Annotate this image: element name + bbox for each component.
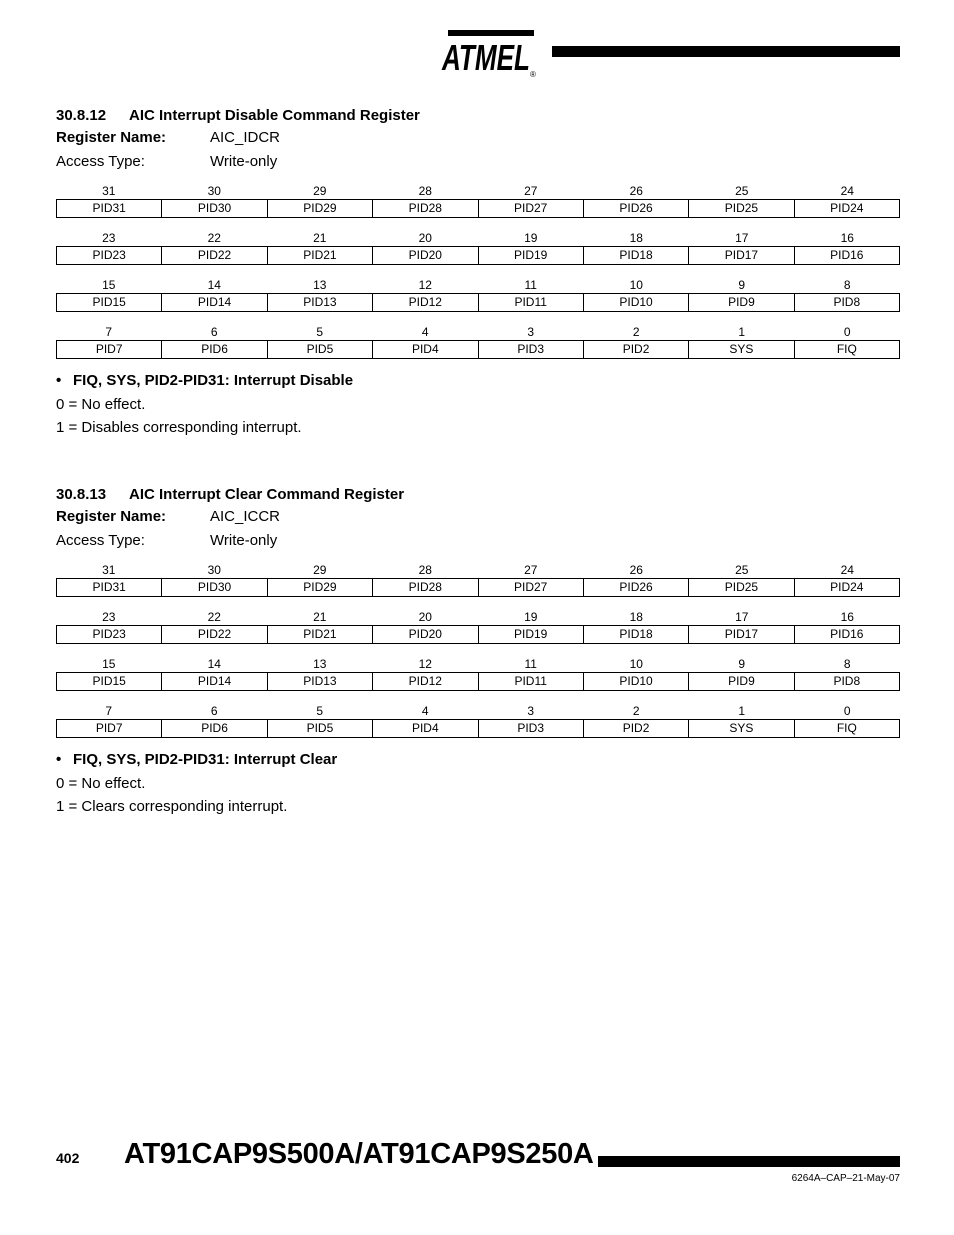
bit-number-row bbox=[56, 324, 900, 340]
bit-field-cell: PID25 bbox=[688, 200, 793, 217]
bit-number: 9 bbox=[738, 278, 746, 292]
bit-field-cell: PID30 bbox=[161, 579, 266, 596]
bit-number: 27 bbox=[524, 184, 538, 198]
register-byte-row bbox=[56, 183, 900, 218]
bit-number: 0 bbox=[843, 704, 851, 718]
bit-field-cell: PID29 bbox=[267, 579, 372, 596]
bit-number: 18 bbox=[629, 231, 643, 245]
access-type-row bbox=[56, 529, 900, 553]
bit-field-cell: PID27 bbox=[478, 200, 583, 217]
access-type-label: Access Type: bbox=[56, 532, 145, 549]
bit-field-cell: PID21 bbox=[267, 247, 372, 264]
bit-field-cell: PID3 bbox=[478, 341, 583, 358]
bit-number: 8 bbox=[843, 278, 851, 292]
bit-field-cell: PID9 bbox=[688, 294, 793, 311]
bit-field-cell: PID8 bbox=[794, 294, 899, 311]
register-byte-row bbox=[56, 277, 900, 312]
bit-field-cell: PID22 bbox=[161, 626, 266, 643]
description-line: 0 = No effect. bbox=[56, 775, 146, 792]
register-byte-row bbox=[56, 562, 900, 597]
bit-field-row bbox=[56, 246, 900, 265]
bit-number: 1 bbox=[738, 325, 746, 339]
bit-field-cell: PID14 bbox=[161, 294, 266, 311]
bit-field-cell: SYS bbox=[688, 720, 793, 737]
bit-field-cell: PID6 bbox=[161, 720, 266, 737]
bit-number: 31 bbox=[102, 184, 116, 198]
bit-field-cell: PID5 bbox=[267, 720, 372, 737]
bit-field-row bbox=[56, 719, 900, 738]
bit-number: 4 bbox=[421, 704, 429, 718]
bit-field-cell: PID26 bbox=[583, 200, 688, 217]
bit-number: 17 bbox=[735, 610, 749, 624]
bit-number: 5 bbox=[316, 325, 324, 339]
bit-field-row bbox=[56, 672, 900, 691]
bit-field-row bbox=[56, 199, 900, 218]
bit-number: 18 bbox=[629, 610, 643, 624]
register-name-row bbox=[56, 126, 900, 150]
description-line: 0 = No effect. bbox=[56, 396, 146, 413]
bit-field-cell: SYS bbox=[688, 341, 793, 358]
bit-field-cell: PID26 bbox=[583, 579, 688, 596]
bit-number: 12 bbox=[418, 278, 432, 292]
bit-number: 19 bbox=[524, 610, 538, 624]
bit-number: 12 bbox=[418, 657, 432, 671]
bit-field-cell: PID20 bbox=[372, 626, 477, 643]
bit-field-cell: PID20 bbox=[372, 247, 477, 264]
bit-field-cell: PID28 bbox=[372, 579, 477, 596]
bit-number: 6 bbox=[210, 325, 218, 339]
register-byte-row bbox=[56, 230, 900, 265]
register-bit-table bbox=[56, 562, 900, 738]
bit-number: 8 bbox=[843, 657, 851, 671]
bit-field-cell: PID31 bbox=[92, 580, 126, 594]
bit-number: 24 bbox=[840, 184, 854, 198]
bit-number: 25 bbox=[735, 184, 749, 198]
bit-field-cell: PID15 bbox=[92, 295, 126, 309]
bit-field-cell: PID24 bbox=[794, 200, 899, 217]
section-number: 30.8.12 bbox=[56, 107, 107, 124]
bit-number: 19 bbox=[524, 231, 538, 245]
bit-field-cell: PID9 bbox=[688, 673, 793, 690]
bit-field-cell: PID27 bbox=[478, 579, 583, 596]
bit-number: 11 bbox=[524, 278, 537, 292]
header-rule bbox=[552, 46, 900, 57]
field-description-heading bbox=[56, 748, 900, 772]
section-heading: AIC Interrupt Clear Command Register bbox=[129, 486, 405, 503]
access-type-label: Access Type: bbox=[56, 153, 145, 170]
bit-field-cell: PID19 bbox=[478, 247, 583, 264]
bit-field-row bbox=[56, 578, 900, 597]
bit-field-cell: FIQ bbox=[794, 720, 899, 737]
bit-number-row bbox=[56, 562, 900, 578]
bit-field-cell: PID15 bbox=[92, 674, 126, 688]
register-name-value: AIC_IDCR bbox=[210, 129, 281, 146]
bit-field-cell: PID5 bbox=[267, 341, 372, 358]
bit-number-row bbox=[56, 277, 900, 293]
bit-field-cell: PID8 bbox=[794, 673, 899, 690]
section-number: 30.8.13 bbox=[56, 486, 107, 503]
bit-number: 30 bbox=[207, 184, 221, 198]
bit-field-cell: PID30 bbox=[161, 200, 266, 217]
bit-field-cell: PID16 bbox=[794, 626, 899, 643]
access-type-value: Write-only bbox=[210, 153, 278, 170]
bit-number: 25 bbox=[735, 563, 749, 577]
bit-number: 20 bbox=[418, 610, 432, 624]
bit-number: 3 bbox=[527, 325, 535, 339]
bit-field-cell: PID11 bbox=[478, 294, 583, 311]
bit-number: 17 bbox=[735, 231, 749, 245]
section-title bbox=[56, 485, 900, 505]
access-type-row bbox=[56, 150, 900, 174]
document-code: 6264A–CAP–21-May-07 bbox=[791, 1173, 900, 1184]
bullet-icon: • bbox=[56, 751, 62, 768]
bit-number: 30 bbox=[207, 563, 221, 577]
section-title bbox=[56, 106, 900, 126]
bit-field-cell: PID23 bbox=[92, 627, 126, 641]
bit-field-cell: PID21 bbox=[267, 626, 372, 643]
bit-number: 11 bbox=[524, 657, 537, 671]
bit-field-cell: PID6 bbox=[161, 341, 266, 358]
atmel-logo bbox=[438, 26, 540, 78]
bit-field-cell: PID13 bbox=[267, 673, 372, 690]
bit-field-cell: PID31 bbox=[92, 201, 126, 215]
footer-rule bbox=[598, 1156, 900, 1167]
bit-number: 31 bbox=[102, 563, 116, 577]
register-byte-row bbox=[56, 656, 900, 691]
document-title: AT91CAP9S500A/AT91CAP9S250A bbox=[124, 1138, 594, 1170]
bit-number: 2 bbox=[632, 325, 640, 339]
bit-field-cell: PID18 bbox=[583, 247, 688, 264]
bit-number: 28 bbox=[418, 563, 432, 577]
bullet-icon: • bbox=[56, 372, 62, 389]
bit-field-cell: PID19 bbox=[478, 626, 583, 643]
bit-field-cell: PID13 bbox=[267, 294, 372, 311]
bit-field-row bbox=[56, 625, 900, 644]
page-number: 402 bbox=[56, 1150, 80, 1166]
bit-number: 29 bbox=[313, 563, 327, 577]
bit-field-cell: PID28 bbox=[372, 200, 477, 217]
bit-field-cell: PID7 bbox=[95, 342, 123, 356]
description-line: 1 = Disables corresponding interrupt. bbox=[56, 419, 302, 436]
bit-number: 4 bbox=[421, 325, 429, 339]
bit-field-cell: PID25 bbox=[688, 579, 793, 596]
bit-number: 7 bbox=[105, 704, 113, 718]
bit-field-cell: PID23 bbox=[92, 248, 126, 262]
bit-number: 23 bbox=[102, 231, 116, 245]
bit-number: 24 bbox=[840, 563, 854, 577]
bit-number: 15 bbox=[102, 278, 116, 292]
register-name-label: Register Name: bbox=[56, 129, 167, 146]
bit-field-cell: PID10 bbox=[583, 673, 688, 690]
bit-number: 3 bbox=[527, 704, 535, 718]
bit-number: 10 bbox=[629, 278, 643, 292]
bit-number-row bbox=[56, 656, 900, 672]
field-description-heading bbox=[56, 369, 900, 393]
bit-number: 28 bbox=[418, 184, 432, 198]
section-aic-iccr bbox=[56, 485, 900, 818]
section-aic-idcr bbox=[56, 106, 900, 439]
bit-number: 7 bbox=[105, 325, 113, 339]
bit-field-cell: PID16 bbox=[794, 247, 899, 264]
bit-number: 15 bbox=[102, 657, 116, 671]
bit-number: 22 bbox=[207, 610, 221, 624]
bit-field-cell: PID14 bbox=[161, 673, 266, 690]
bit-number: 10 bbox=[629, 657, 643, 671]
description-line: 1 = Clears corresponding interrupt. bbox=[56, 798, 288, 815]
bit-number: 5 bbox=[316, 704, 324, 718]
register-byte-row bbox=[56, 609, 900, 644]
bit-number: 13 bbox=[313, 278, 327, 292]
access-type-value: Write-only bbox=[210, 532, 278, 549]
svg-text:ATMEL: ATMEL bbox=[441, 37, 530, 78]
bit-number: 26 bbox=[629, 184, 643, 198]
bit-field-cell: PID24 bbox=[794, 579, 899, 596]
bullet-title: FIQ, SYS, PID2-PID31: Interrupt Clear bbox=[73, 751, 338, 768]
bit-number: 21 bbox=[313, 231, 327, 245]
bit-field-cell: PID7 bbox=[95, 721, 123, 735]
bit-number: 16 bbox=[840, 610, 854, 624]
register-name-label: Register Name: bbox=[56, 508, 167, 525]
bit-field-cell: PID2 bbox=[583, 341, 688, 358]
bit-number: 14 bbox=[207, 278, 221, 292]
bit-number-row bbox=[56, 609, 900, 625]
bit-field-cell: FIQ bbox=[794, 341, 899, 358]
bit-field-cell: PID4 bbox=[372, 720, 477, 737]
register-bit-table bbox=[56, 183, 900, 359]
register-byte-row bbox=[56, 703, 900, 738]
bit-number-row bbox=[56, 230, 900, 246]
bit-number: 21 bbox=[313, 610, 327, 624]
bit-number: 14 bbox=[207, 657, 221, 671]
register-name-value: AIC_ICCR bbox=[210, 508, 281, 525]
bit-field-cell: PID18 bbox=[583, 626, 688, 643]
bit-number: 2 bbox=[632, 704, 640, 718]
bit-number-row bbox=[56, 703, 900, 719]
bit-field-cell: PID11 bbox=[478, 673, 583, 690]
bit-number: 27 bbox=[524, 563, 538, 577]
bit-number: 13 bbox=[313, 657, 327, 671]
bit-number: 20 bbox=[418, 231, 432, 245]
bit-field-cell: PID3 bbox=[478, 720, 583, 737]
register-byte-row bbox=[56, 324, 900, 359]
bit-number: 0 bbox=[843, 325, 851, 339]
register-name-row bbox=[56, 505, 900, 529]
section-heading: AIC Interrupt Disable Command Register bbox=[129, 107, 420, 124]
bit-field-row bbox=[56, 293, 900, 312]
bit-number: 23 bbox=[102, 610, 116, 624]
svg-text:®: ® bbox=[530, 70, 536, 78]
bit-number: 29 bbox=[313, 184, 327, 198]
bit-number: 22 bbox=[207, 231, 221, 245]
bit-number: 26 bbox=[629, 563, 643, 577]
bit-field-cell: PID17 bbox=[688, 247, 793, 264]
bit-field-cell: PID2 bbox=[583, 720, 688, 737]
bit-field-cell: PID12 bbox=[372, 673, 477, 690]
bit-field-row bbox=[56, 340, 900, 359]
bit-number: 16 bbox=[840, 231, 854, 245]
bit-number: 9 bbox=[738, 657, 746, 671]
bit-field-cell: PID17 bbox=[688, 626, 793, 643]
bit-number-row bbox=[56, 183, 900, 199]
bit-number: 1 bbox=[738, 704, 746, 718]
bit-field-cell: PID29 bbox=[267, 200, 372, 217]
bit-number: 6 bbox=[210, 704, 218, 718]
bit-field-cell: PID22 bbox=[161, 247, 266, 264]
bit-field-cell: PID4 bbox=[372, 341, 477, 358]
bullet-title: FIQ, SYS, PID2-PID31: Interrupt Disable bbox=[73, 372, 354, 389]
bit-field-cell: PID10 bbox=[583, 294, 688, 311]
bit-field-cell: PID12 bbox=[372, 294, 477, 311]
